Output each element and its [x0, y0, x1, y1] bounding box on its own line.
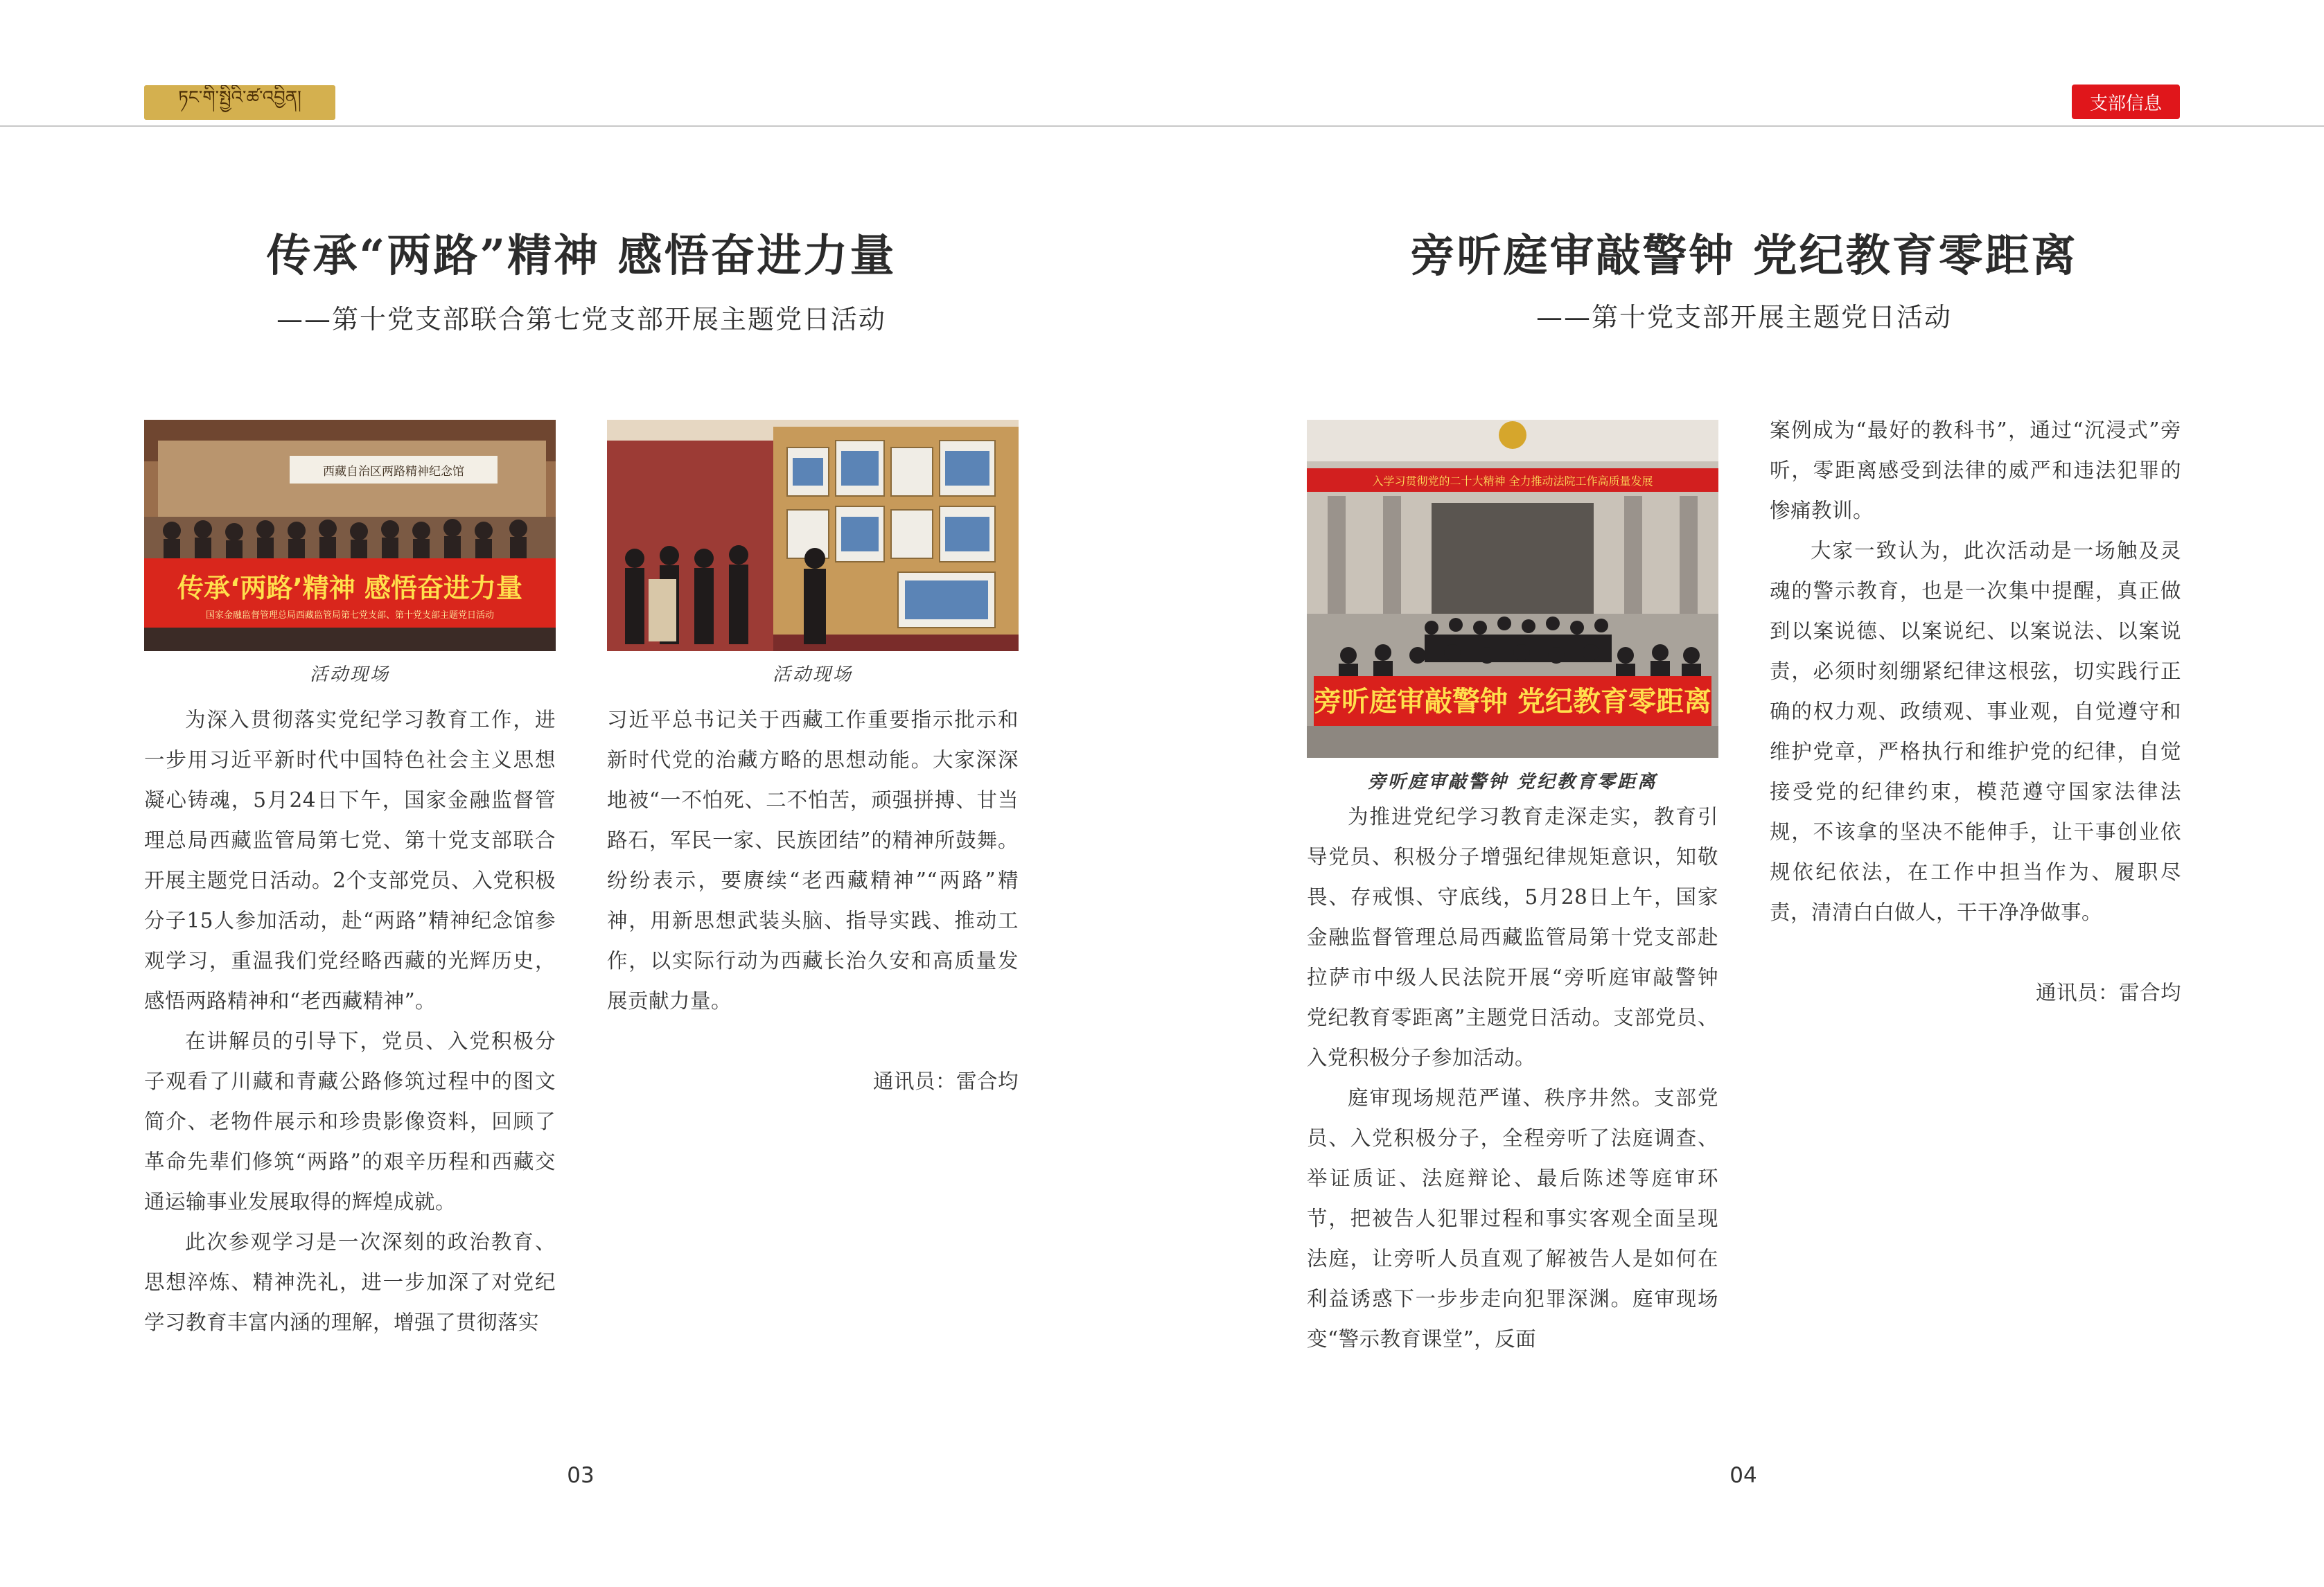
banner-subtext: 国家金融监督管理总局西藏监管局第七党支部、第十党支部主题党日活动 [205, 610, 495, 621]
reporter-credit: 通讯员：雷合均 [872, 1070, 1019, 1093]
left-photo-2 [607, 420, 1019, 651]
right-article-title: 旁听庭审敲警钟 党纪教育零距离 [1410, 230, 2078, 282]
right-photo-caption: 旁听庭审敲警钟 党纪教育零距离 [1367, 772, 1658, 792]
left-column-1 [144, 700, 556, 1342]
photo-banner-slogan: 旁听庭审敲警钟 党纪教育零距离 [1314, 686, 1711, 718]
court-banner: 入学习贯彻党的二十大精神 全力推动法院工作高质量发展 [1372, 475, 1653, 488]
paragraph: 此次参观学习是一次深刻的政治教育、思想淬炼、精神洗礼，进一步加深了对党纪学习教育丰富内涵的理解，增强了贯彻落实 [144, 1230, 556, 1334]
exhibition-hall-photo [607, 420, 1019, 651]
museum-group-photo [144, 420, 556, 651]
paragraph: 在讲解员的引导下，党员、入党积极分子观看了川藏和青藏公路修筑过程中的图文简介、老物件展示和珍贵影像资料，回顾了革命先辈们修筑“两路”的艰辛历程和西藏交通运输事业发展取得的辉煌成就。 [144, 1029, 556, 1214]
banner-slogan: 传承‘两路’精神 感悟奋进力量 [177, 573, 523, 603]
right-column-1 [1307, 797, 1718, 1359]
left-photo-1 [144, 420, 556, 651]
paragraph: 习近平总书记关于西藏工作重要指示批示和新时代党的治藏方略的思想动能。大家深深地被“一不怕死、二不怕苦，顽强拼搏、甘当路石，军民一家、民族团结”的精神所鼓舞。纷纷表示，要赓续“老西藏精神”“两路”精神，用新思想武装头脑、指导实践、推动工作，以实际行动为西藏长治久安和高质量发展贡献力量。 [607, 708, 1019, 1013]
paragraph: 案例成为“最好的教科书”，通过“沉浸式”旁听，零距离感受到法律的威严和违法犯罪的惨痛教训。 [1770, 418, 2181, 522]
paragraph: 为推进党纪学习教育走深走实，教育引导党员、积极分子增强纪律规矩意识，知敬畏、存戒惧、守底线，5月28日上午，国家金融监督管理总局西藏监管局第十党支部赴拉萨市中级人民法院开展“旁听庭审敲警钟 党纪教育零距离”主题党日活动。支部党员、入党积极分子参加活动。 [1307, 805, 1718, 1070]
left-photo-2-caption: 活动现场 [772, 664, 853, 685]
left-photo-1-caption: 活动现场 [309, 664, 390, 685]
right-column-2 [1770, 410, 2181, 1013]
left-column-2 [607, 700, 1019, 1101]
left-article-title: 传承“两路”精神 感悟奋进力量 [266, 230, 897, 282]
section-tab[interactable]: 支部信息 [2072, 85, 2180, 119]
museum-plaque: 西藏自治区两路精神纪念馆 [323, 465, 464, 479]
courthouse-group-photo [1307, 420, 1718, 758]
right-article-subtitle: ——第十党支部开展主题党日活动 [1535, 302, 1952, 333]
paragraph: 庭审现场规范严谨、秩序井然。支部党员、入党积极分子，全程旁听了法庭调查、举证质证、法庭辩论、最后陈述等庭审环节，把被告人犯罪过程和事实客观全面呈现法庭，让旁听人员直观了解被告人是如何在利益诱惑下一步步走向犯罪深渊。庭审现场变“警示教育课堂”，反面 [1307, 1086, 1718, 1351]
national-emblem [1499, 421, 1526, 449]
left-article-subtitle: ——第十党支部联合第七党支部开展主题党日活动 [276, 304, 886, 335]
right-photo [1307, 420, 1718, 758]
paragraph: 为深入贯彻落实党纪学习教育工作，进一步用习近平新时代中国特色社会主义思想凝心铸魂，5月24日下午，国家金融监督管理总局西藏监管局第七党、第十党支部联合开展主题党日活动。2个支部党员、入党积极分子15人参加活动，赴“两路”精神纪念馆参观学习，重温我们党经略西藏的光辉历史，感悟两路精神和“老西藏精神”。 [144, 708, 556, 1013]
magazine-title-tab: ཏང་གི་སྤྱིའི་ཚ་འབྱིན། [144, 85, 335, 120]
page-number-left: 03 [567, 1463, 595, 1488]
header-divider [0, 125, 2324, 127]
page-number-right: 04 [1729, 1463, 1757, 1488]
reporter-credit: 通讯员：雷合均 [2035, 981, 2181, 1004]
paragraph: 大家一致认为，此次活动是一场触及灵魂的警示教育，也是一次集中提醒，真正做到以案说德、以案说纪、以案说法、以案说责，必须时刻绷紧纪律这根弦，切实践行正确的权力观、政绩观、事业观，自觉遵守和维护党章，严格执行和维护党的纪律，自觉接受党的纪律约束，模范遵守国家法律法规，不该拿的坚决不能伸手，让干事创业依规依纪依法，在工作中担当作为、履职尽责，清清白白做人，干干净净做事。 [1770, 539, 2181, 924]
